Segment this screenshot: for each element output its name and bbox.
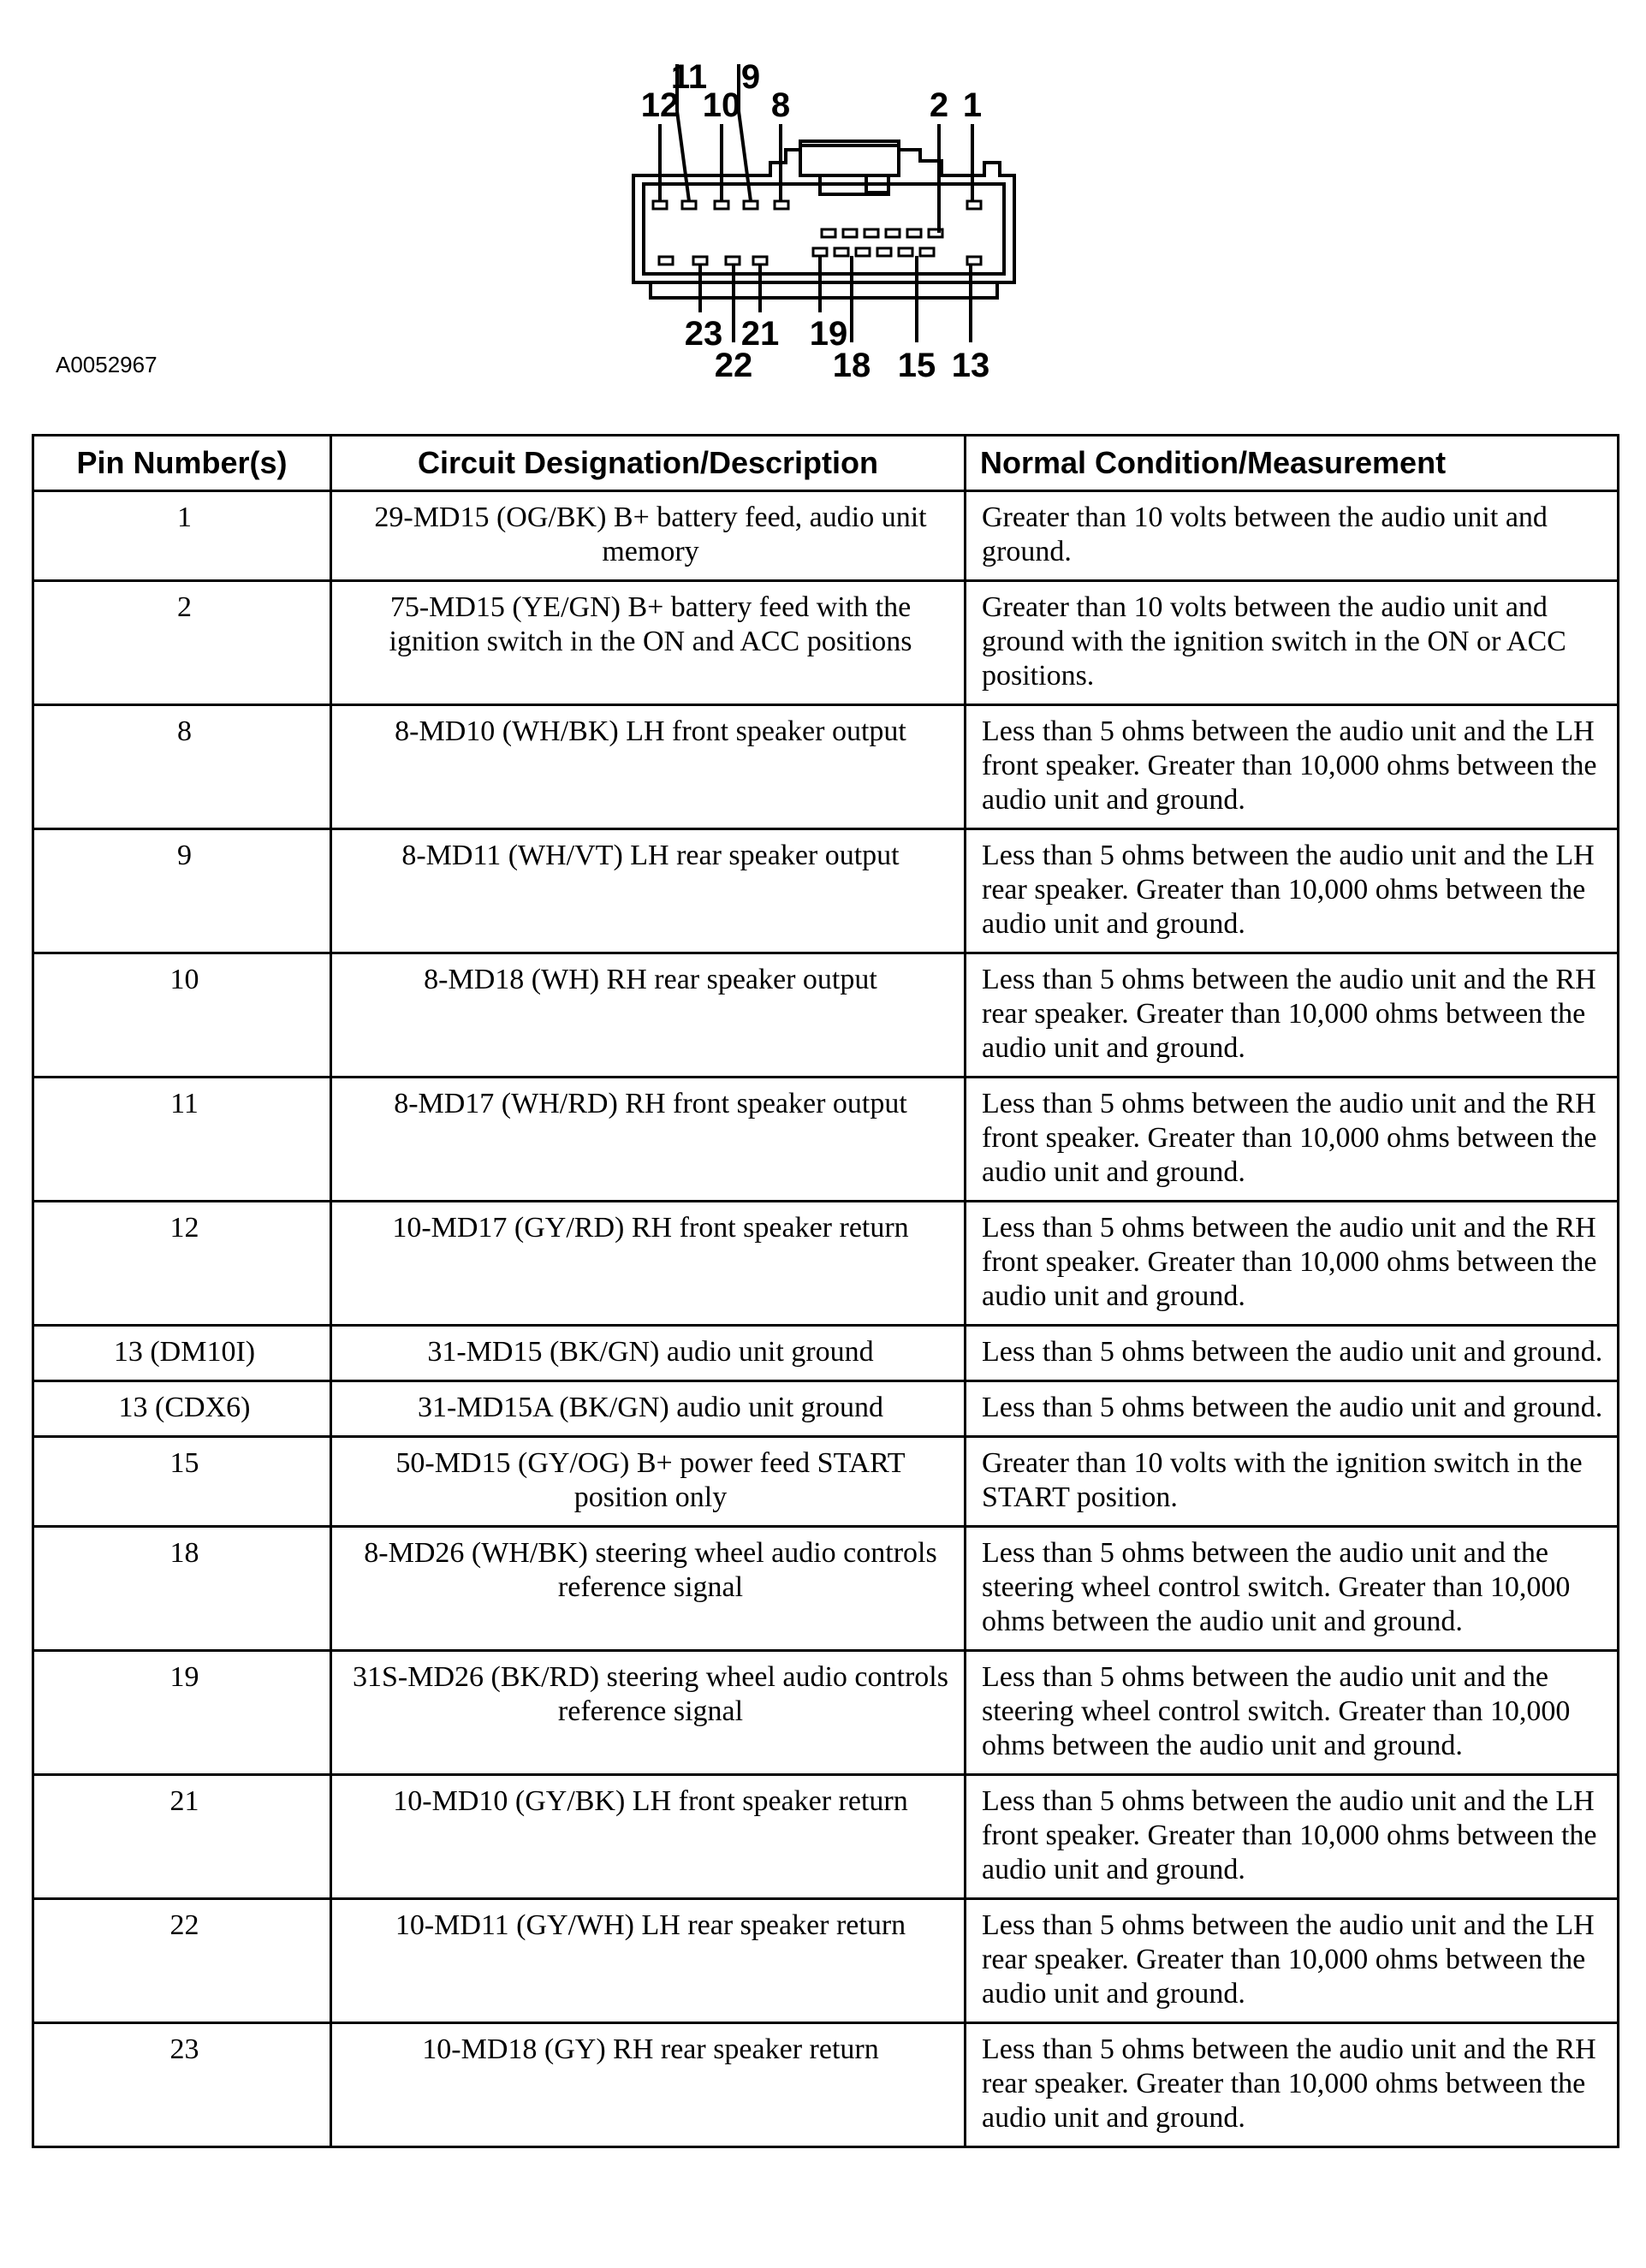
circuit-cell: 8-MD17 (WH/RD) RH front speaker output [331,1078,966,1202]
pin-number-cell: 8 [33,705,331,829]
pin-number-cell: 22 [33,1899,331,2023]
circuit-cell: 29-MD15 (OG/BK) B+ battery feed, audio unit memory [331,491,966,581]
pin-label-10: 10 [702,86,741,124]
pin-number-cell: 19 [33,1651,331,1775]
circuit-cell: 75-MD15 (YE/GN) B+ battery feed with the ignition switch in the ON and ACC positions [331,581,966,705]
pin-label-15: 15 [897,347,936,384]
table-row [33,1078,1619,1202]
circuit-cell: 31-MD15A (BK/GN) audio unit ground [331,1381,966,1437]
table-row [33,1381,1619,1437]
condition-cell: Less than 5 ohms between the audio unit and ground. [966,1326,1619,1381]
circuit-cell: 50-MD15 (GY/OG) B+ power feed START position only [331,1437,966,1527]
condition-cell: Less than 5 ohms between the audio unit and the RH rear speaker. Greater than 10,000 ohms between the audio unit and ground. [966,953,1619,1078]
pin-number-cell: 11 [33,1078,331,1202]
pin-number-cell: 1 [33,491,331,581]
circuit-cell: 10-MD18 (GY) RH rear speaker return [331,2023,966,2147]
circuit-cell: 10-MD10 (GY/BK) LH front speaker return [331,1775,966,1899]
header-circuit-designation: Circuit Designation/Description [331,436,966,491]
condition-cell: Greater than 10 volts between the audio unit and ground with the ignition switch in the ON or ACC positions. [966,581,1619,705]
pin-label-12: 12 [640,86,680,124]
circuit-cell: 31S-MD26 (BK/RD) steering wheel audio controls reference signal [331,1651,966,1775]
connector-housing [633,141,1014,298]
pin-label-23: 23 [684,315,723,353]
pin-number-cell: 2 [33,581,331,705]
table-row [33,1202,1619,1326]
pin-number-cell: 13 (DM10I) [33,1326,331,1381]
pin-label-2: 2 [929,86,949,124]
pin-number-cell: 12 [33,1202,331,1326]
table-row [33,1527,1619,1651]
condition-cell: Less than 5 ohms between the audio unit and the RH rear speaker. Greater than 10,000 ohms between the audio unit and ground. [966,2023,1619,2147]
connector-diagram [0,0,1646,402]
pin-number-cell: 13 (CDX6) [33,1381,331,1437]
condition-cell: Less than 5 ohms between the audio unit and the LH rear speaker. Greater than 10,000 ohms between the audio unit and ground. [966,829,1619,953]
pin-label-1: 1 [962,86,983,124]
table-row [33,829,1619,953]
circuit-cell: 8-MD26 (WH/BK) steering wheel audio controls reference signal [331,1527,966,1651]
table-row [33,1899,1619,2023]
pin-number-cell: 15 [33,1437,331,1527]
table-row [33,953,1619,1078]
pin-label-13: 13 [951,347,990,384]
table-row [33,1326,1619,1381]
table-row [33,1651,1619,1775]
pin-label-22: 22 [714,347,753,384]
condition-cell: Less than 5 ohms between the audio unit and the steering wheel control switch. Greater than 10,000 ohms between the audio unit and ground. [966,1651,1619,1775]
header-normal-condition: Normal Condition/Measurement [966,436,1619,491]
condition-cell: Less than 5 ohms between the audio unit and the RH front speaker. Greater than 10,000 ohms between the audio unit and ground. [966,1078,1619,1202]
pin-number-cell: 18 [33,1527,331,1651]
table-row [33,1775,1619,1899]
condition-cell: Less than 5 ohms between the audio unit and the LH rear speaker. Greater than 10,000 ohms between the audio unit and ground. [966,1899,1619,2023]
pin-table [32,434,1619,2148]
pin-label-19: 19 [809,315,848,353]
header-pin-numbers: Pin Number(s) [33,436,331,491]
table-row [33,1437,1619,1527]
circuit-cell: 31-MD15 (BK/GN) audio unit ground [331,1326,966,1381]
condition-cell: Greater than 10 volts between the audio unit and ground. [966,491,1619,581]
condition-cell: Less than 5 ohms between the audio unit and the LH front speaker. Greater than 10,000 ohms between the audio unit and ground. [966,705,1619,829]
pin-number-cell: 10 [33,953,331,1078]
condition-cell: Greater than 10 volts with the ignition switch in the START position. [966,1437,1619,1527]
condition-cell: Less than 5 ohms between the audio unit and ground. [966,1381,1619,1437]
pin-label-8: 8 [770,86,791,124]
pin-label-21: 21 [740,315,780,353]
figure-id: A0052967 [56,352,157,377]
circuit-cell: 10-MD17 (GY/RD) RH front speaker return [331,1202,966,1326]
table-row [33,581,1619,705]
pin-number-cell: 23 [33,2023,331,2147]
circuit-cell: 8-MD11 (WH/VT) LH rear speaker output [331,829,966,953]
pin-number-cell: 21 [33,1775,331,1899]
pin-label-11: 11 [670,58,708,96]
table-row [33,2023,1619,2147]
table-row [33,491,1619,581]
table-header-row [33,436,1619,491]
connector-pins [653,201,981,264]
table-row [33,705,1619,829]
condition-cell: Less than 5 ohms between the audio unit and the steering wheel control switch. Greater than 10,000 ohms between the audio unit and ground. [966,1527,1619,1651]
circuit-cell: 10-MD11 (GY/WH) LH rear speaker return [331,1899,966,2023]
pin-label-18: 18 [832,347,871,384]
circuit-cell: 8-MD10 (WH/BK) LH front speaker output [331,705,966,829]
circuit-cell: 8-MD18 (WH) RH rear speaker output [331,953,966,1078]
condition-cell: Less than 5 ohms between the audio unit and the LH front speaker. Greater than 10,000 ohms between the audio unit and ground. [966,1775,1619,1899]
pin-number-cell: 9 [33,829,331,953]
condition-cell: Less than 5 ohms between the audio unit and the RH front speaker. Greater than 10,000 ohms between the audio unit and ground. [966,1202,1619,1326]
pin-label-9: 9 [740,58,761,96]
